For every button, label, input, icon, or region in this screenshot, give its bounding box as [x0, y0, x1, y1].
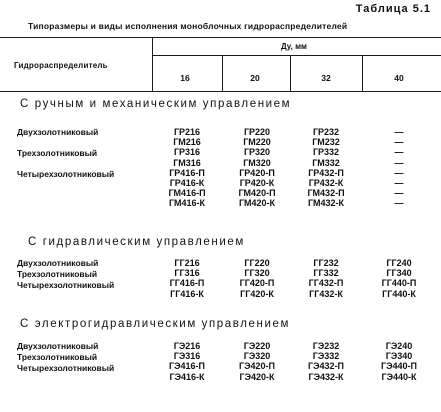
- section-manual-title: С ручным и механическим управлением: [20, 98, 292, 110]
- cell: —: [394, 188, 404, 199]
- cell: ГМ432-П: [307, 188, 345, 199]
- cell: ГЭ432-К: [308, 371, 344, 382]
- cell: ГЭ320: [243, 351, 271, 362]
- header-size-20: 20: [250, 73, 260, 83]
- cell: ГЭ420-П: [239, 361, 275, 372]
- cell: ГГ232: [313, 258, 339, 268]
- cell: ГГ316: [174, 268, 200, 279]
- cell: —: [394, 198, 404, 209]
- cell: ГЭ240: [385, 341, 413, 351]
- row-label-two-spool: Двухзолотниковый: [17, 127, 99, 137]
- header-top-rule: [0, 37, 441, 38]
- cell-group: [225, 341, 289, 382]
- cell: ГЭ416-К: [169, 371, 205, 382]
- cell: ГЭ416-П: [169, 361, 205, 372]
- cell: ГЭ420-К: [239, 371, 275, 382]
- cell: —: [394, 157, 404, 168]
- cell: ГГ332: [313, 268, 339, 279]
- cell-group: [294, 127, 358, 209]
- cell-group: [294, 258, 358, 299]
- cell-group: [367, 341, 431, 382]
- cell: ГМ420-К: [238, 198, 276, 209]
- cell-group: [225, 127, 289, 209]
- header-du: Ду, мм: [281, 42, 307, 51]
- cell: ГМ416-П: [168, 188, 206, 199]
- cell-group: [155, 341, 219, 382]
- cell: ГГ432-К: [309, 288, 343, 299]
- cell: ГГ420-П: [239, 278, 275, 289]
- cell: —: [394, 137, 404, 148]
- cell: ГГ432-П: [308, 278, 344, 289]
- header-divider-2: [222, 55, 223, 91]
- row-label-four-spool: Четырехзолотниковый: [17, 363, 115, 373]
- cell: ГГ420-К: [240, 288, 274, 299]
- row-label-four-spool: Четырехзолотниковый: [17, 169, 115, 179]
- cell: ГР432-К: [308, 178, 344, 189]
- cell: ГГ216: [174, 258, 200, 268]
- cell: ГР320: [243, 147, 271, 158]
- row-label-four-spool: Четырехзолотниковый: [17, 280, 115, 290]
- section-hydraulic-title: С гидравлическим управлением: [28, 236, 245, 248]
- cell: —: [394, 147, 404, 158]
- cell: ГР220: [243, 127, 271, 137]
- cell-group: [367, 258, 431, 299]
- cell-group: [294, 341, 358, 382]
- cell: ГЭ316: [173, 351, 201, 362]
- header-first-col: Гидрораспределитель: [14, 61, 108, 70]
- cell: ГЭ440-К: [381, 371, 417, 382]
- cell: ГЭ220: [243, 341, 271, 351]
- cell: ГГ220: [244, 258, 270, 268]
- cell: —: [394, 178, 404, 189]
- cell: ГМ420-П: [238, 188, 276, 199]
- cell: ГМ316: [173, 157, 201, 168]
- table-title: Типоразмеры и виды исполнения моноблочных гидрораспределителей: [28, 21, 348, 31]
- cell: ГМ416-К: [168, 198, 206, 209]
- row-label-three-spool: Трехзолотниковый: [17, 269, 98, 279]
- cell-group: [225, 258, 289, 299]
- cell: ГЭ440-П: [381, 361, 417, 372]
- cell: ГР420-К: [239, 178, 275, 189]
- cell: ГМ220: [243, 137, 271, 148]
- header-size-16: 16: [180, 73, 190, 83]
- cell: ГР420-П: [239, 167, 275, 178]
- cell-group: [367, 127, 431, 209]
- cell: ГР416-П: [169, 167, 205, 178]
- cell: ГР416-К: [169, 178, 205, 189]
- cell: —: [394, 127, 404, 137]
- cell: ГР332: [312, 147, 340, 158]
- header-bottom-rule: [0, 91, 441, 92]
- header-du-rule: [152, 55, 441, 56]
- row-label-three-spool: Трехзолотниковый: [17, 352, 98, 362]
- cell: ГГ416-К: [170, 288, 204, 299]
- header-size-40: 40: [394, 73, 404, 83]
- cell: ГР216: [173, 127, 201, 137]
- cell: ГР316: [173, 147, 201, 158]
- header-divider-3: [290, 55, 291, 91]
- cell: ГГ340: [386, 268, 412, 279]
- header-size-32: 32: [321, 73, 331, 83]
- cell: ГЭ216: [173, 341, 201, 351]
- row-label-two-spool: Двухзолотниковый: [17, 341, 99, 351]
- cell: ГР432-П: [308, 167, 344, 178]
- cell: ГЭ432-П: [308, 361, 344, 372]
- row-label-two-spool: Двухзолотниковый: [17, 258, 99, 268]
- cell: ГГ416-П: [169, 278, 205, 289]
- cell: ГГ320: [244, 268, 270, 279]
- cell: ГМ332: [312, 157, 340, 168]
- cell-group: [155, 127, 219, 209]
- header-divider-4: [362, 55, 363, 91]
- cell: ГМ232: [312, 137, 340, 148]
- table-caption: Таблица 5.1: [355, 3, 431, 15]
- header-divider-1: [152, 37, 153, 91]
- cell: ГР232: [312, 127, 340, 137]
- cell: ГГ440-П: [381, 278, 417, 289]
- cell: ГЭ340: [385, 351, 413, 362]
- cell: ГМ216: [173, 137, 201, 148]
- cell: ГГ440-К: [382, 288, 416, 299]
- cell-group: [155, 258, 219, 299]
- section-electrohydraulic-title: С электрогидравлическим управлением: [20, 318, 291, 330]
- cell: ГЭ232: [312, 341, 340, 351]
- cell: ГЭ332: [312, 351, 340, 362]
- cell: ГГ240: [386, 258, 412, 268]
- cell: —: [394, 167, 404, 178]
- cell: ГМ432-К: [307, 198, 345, 209]
- cell: ГМ320: [243, 157, 271, 168]
- row-label-three-spool: Трехзолотниковый: [17, 148, 98, 158]
